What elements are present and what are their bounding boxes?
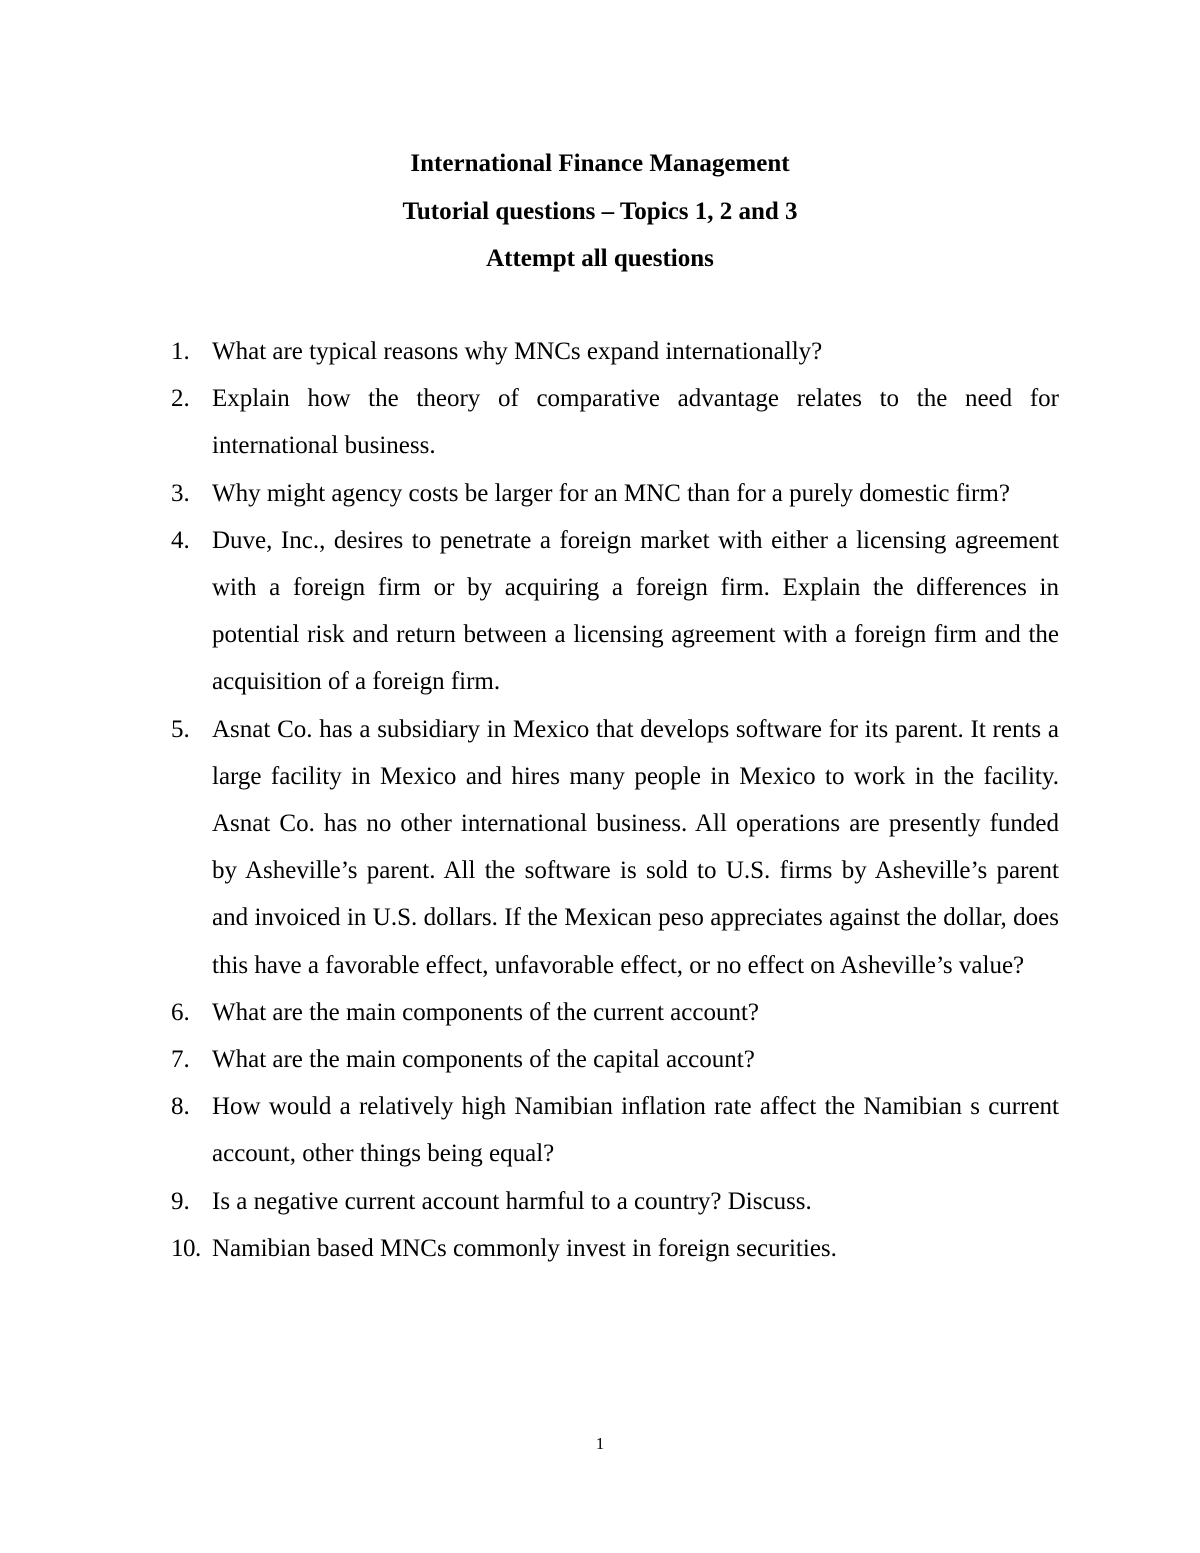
question-number: 10. [171,1234,201,1262]
document-subtitle: Tutorial questions – Topics 1, 2 and 3 [402,197,798,225]
document-instruction: Attempt all questions [486,245,714,272]
question-text: Why might agency costs be larger for an MNC than for a purely domestic firm? [212,479,1010,507]
question-item [171,1178,1059,1225]
question-item [171,470,1059,517]
question-text: What are the main components of the current account? [212,998,759,1026]
question-list [171,328,1059,1272]
question-number: 9. [171,1187,190,1215]
question-text: Namibian based MNCs commonly invest in foreign securities. [212,1234,837,1262]
question-text: What are typical reasons why MNCs expand internationally? [212,338,823,365]
question-number: 3. [171,479,190,507]
page-number: 1 [595,1434,605,1453]
question-number: 8. [171,1093,190,1121]
question-item [171,328,1059,375]
question-number: 1. [171,338,190,365]
question-item [171,1225,1059,1272]
question-item [171,517,1059,706]
question-number: 7. [171,1046,190,1074]
document-header [0,140,1200,283]
document-title: International Finance Management [410,150,790,177]
question-item [171,1083,1059,1177]
question-item [171,1036,1059,1083]
question-text: What are the main components of the capital account? [212,1046,755,1074]
question-number: 4. [171,526,190,554]
question-text: Duve, Inc., desires to penetrate a foreign market with either a licensing agreement with a foreign firm or by acquiring a foreign firm. Explain the differences in potential risk and return between a licensing agreement with a foreign firm and the acquisition of a foreign firm. [212,526,1059,696]
question-number: 5. [171,715,190,743]
question-text: Is a negative current account harmful to a country? Discuss. [212,1187,812,1215]
question-number: 6. [171,998,190,1026]
question-number: 2. [171,385,190,413]
question-item [171,706,1059,989]
question-text: Asnat Co. has a subsidiary in Mexico that develops software for its parent. It rents a large facility in Mexico and hires many people in Mexico to work in the facility. Asnat Co. has no other international business. All operations are presently funded by Asheville’s parent. All the software is sold to U.S. firms by Asheville’s parent and invoiced in U.S. dollars. If the Mexican peso appreciates against the dollar, does this have a favorable effect, unfavorable effect, or no effect on Asheville’s value? [212,715,1059,979]
question-item [171,989,1059,1036]
question-text: How would a relatively high Namibian inflation rate affect the Namibian s current account, other things being equal? [212,1093,1059,1168]
question-text: Explain how the theory of comparative advantage relates to the need for international business. [212,385,1059,460]
question-item [171,375,1059,469]
